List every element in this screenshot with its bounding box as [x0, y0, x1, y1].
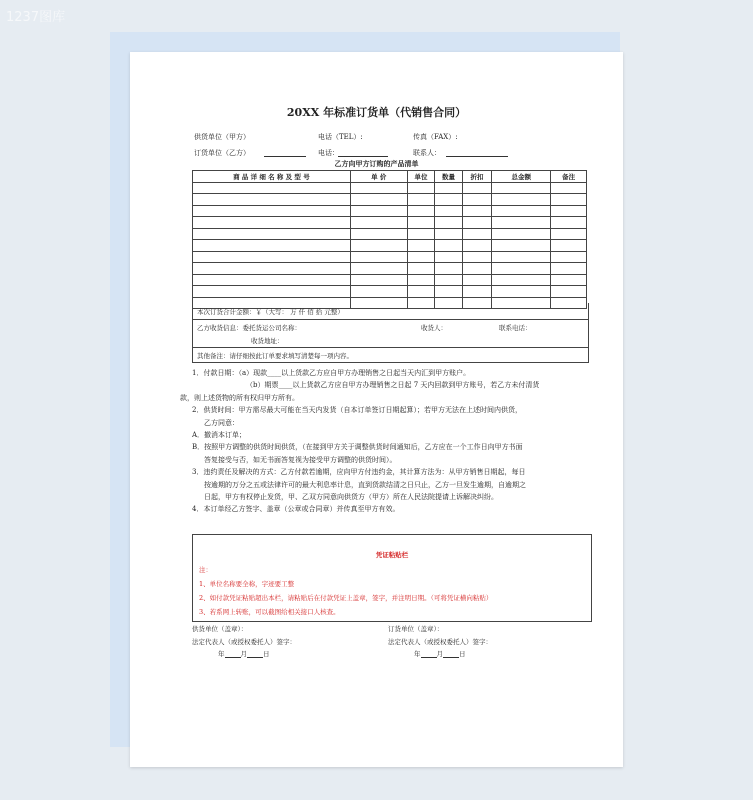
supplier-seal-label: 供货单位（盖章）： — [192, 625, 248, 633]
table-row[interactable] — [193, 217, 587, 229]
date-right[interactable] — [414, 649, 466, 658]
remark-text: 其他备注：请仔细按此订单要求填写清楚每一项内容。 — [197, 352, 353, 360]
tel-label: 电话（TEL）: — [318, 133, 363, 141]
term-line: 4．本订单经乙方签字、盖章（公章或合同章）并传真至甲方有效。 — [192, 505, 400, 514]
term-line: A．撤消本订单； — [192, 431, 247, 440]
legal-rep-left-label: 法定代表人（或授权委托人）签字： — [192, 638, 296, 646]
remark-row[interactable] — [192, 347, 589, 363]
table-row[interactable] — [193, 274, 587, 286]
term-line: 日起，甲方有权停止发货，甲、乙双方同意向供货方（甲方）所在人民法院提请上诉解决纠纷。 — [204, 493, 498, 502]
table-row[interactable] — [193, 205, 587, 217]
day-label: 日 — [263, 650, 270, 658]
month-label: 月 — [240, 650, 247, 658]
col-header-qty: 数量 — [435, 171, 462, 183]
table-row[interactable] — [193, 194, 587, 206]
supplier-label: 供货单位（甲方） — [194, 133, 250, 141]
buyer-field[interactable] — [264, 148, 306, 157]
order-form-page — [130, 52, 623, 767]
notice-line: 3、若系网上转账，可以截图给相关接口人核查。 — [199, 608, 340, 616]
year-label: 年 — [414, 650, 421, 658]
col-header-name: 商 品 详 细 名 称 及 型 号 — [193, 171, 351, 183]
date-left[interactable] — [218, 649, 270, 658]
col-header-price: 单 价 — [350, 171, 407, 183]
col-header-total: 总金额 — [492, 171, 551, 183]
address-label: 收货地址： — [251, 337, 284, 345]
table-header-row — [193, 171, 587, 183]
total-amount-row[interactable] — [192, 303, 589, 320]
term-line: 答复接受与否，如无书面答复视为接受甲方调整的供货时间）。 — [204, 455, 397, 464]
month-field[interactable] — [225, 649, 241, 658]
receive-info-row[interactable] — [192, 319, 589, 348]
month-field[interactable] — [421, 649, 437, 658]
term-line: （b）期票____以上货款乙方应自甲方办理销售之日起 7 天内回款到甲方账号，若乙方未付清货 — [246, 381, 540, 390]
table-row[interactable] — [193, 228, 587, 240]
term-line: 1．付款日期：（a）现款____以上货款乙方应自甲方办理销售之日起当天内汇到甲方账户。 — [192, 369, 471, 377]
term-line: 款，则上述货物的所有权归甲方所有。 — [180, 393, 299, 402]
buyer-seal-label: 订货单位（盖章）： — [388, 625, 444, 633]
total-amount-text: 本次订货合计金额：￥（大写： 万 仟 佰 拾 元整） — [197, 308, 344, 316]
receiver-label: 收货人： — [421, 324, 447, 332]
terms-section — [180, 367, 540, 516]
tel2-field[interactable] — [338, 148, 388, 157]
month-label: 月 — [436, 650, 443, 658]
voucher-paste-box[interactable] — [192, 534, 592, 622]
table-caption: 乙方向甲方订购的产品清单 — [334, 159, 419, 168]
voucher-box-title: 凭证粘贴栏 — [375, 551, 409, 559]
notice-line: 1、单位名称要全称，字迹要工整 — [199, 580, 295, 588]
term-line: 2．供货时间：甲方需尽最大可能在当天内发货（自本订单签订日期起算）；若甲方无法在上述时间内供货， — [192, 406, 522, 415]
watermark: 1237图库 — [6, 10, 66, 25]
receive-info-label: 乙方收货信息：委托货运公司名称： — [197, 324, 301, 332]
buyer-label: 订货单位（乙方） — [194, 149, 250, 157]
contact-label: 联系人： — [413, 149, 441, 157]
legal-rep-right-label: 法定代表人（或授权委托人）签字： — [388, 638, 492, 646]
term-line: B．按照甲方调整的供货时间供货，（在接到甲方关于调整供货时间通知后，乙方应在一个工作日向甲方书面 — [192, 443, 523, 452]
col-header-remark: 备注 — [551, 171, 587, 183]
year-label: 年 — [218, 650, 225, 658]
notice-line: 注： — [199, 566, 212, 574]
contact-field[interactable] — [446, 148, 508, 157]
term-line: 按逾期的万分之五或法律许可的最大利息率计息，直到货款结清之日只止，乙方一旦发生逾期，自逾期之 — [204, 480, 526, 489]
col-header-discount: 折扣 — [462, 171, 492, 183]
page-title: 20XX 年标准订货单（代销售合同） — [286, 106, 467, 119]
fax-label: 传真（FAX）: — [413, 133, 458, 141]
table-row[interactable] — [193, 240, 587, 252]
product-table — [192, 170, 587, 309]
term-line: 乙方同意： — [204, 418, 239, 427]
day-field[interactable] — [443, 649, 459, 658]
table-row[interactable] — [193, 263, 587, 275]
day-field[interactable] — [247, 649, 263, 658]
notice-line: 2、如付款凭证粘贴超出本栏，请粘贴后在付款凭证上盖章，签字，并注明日期。（可将凭证横向粘贴） — [199, 594, 493, 602]
tel2-label: 电话： — [318, 149, 339, 157]
phone-label: 联系电话： — [499, 324, 532, 332]
table-row[interactable] — [193, 286, 587, 298]
table-row[interactable] — [193, 182, 587, 194]
day-label: 日 — [459, 650, 466, 658]
term-line: 3．违约责任及解决的方式：乙方付款若逾期，应向甲方付违约金，其计算方法为：从甲方销售日期起，每日 — [192, 468, 526, 477]
col-header-unit: 单位 — [407, 171, 434, 183]
table-row[interactable] — [193, 251, 587, 263]
